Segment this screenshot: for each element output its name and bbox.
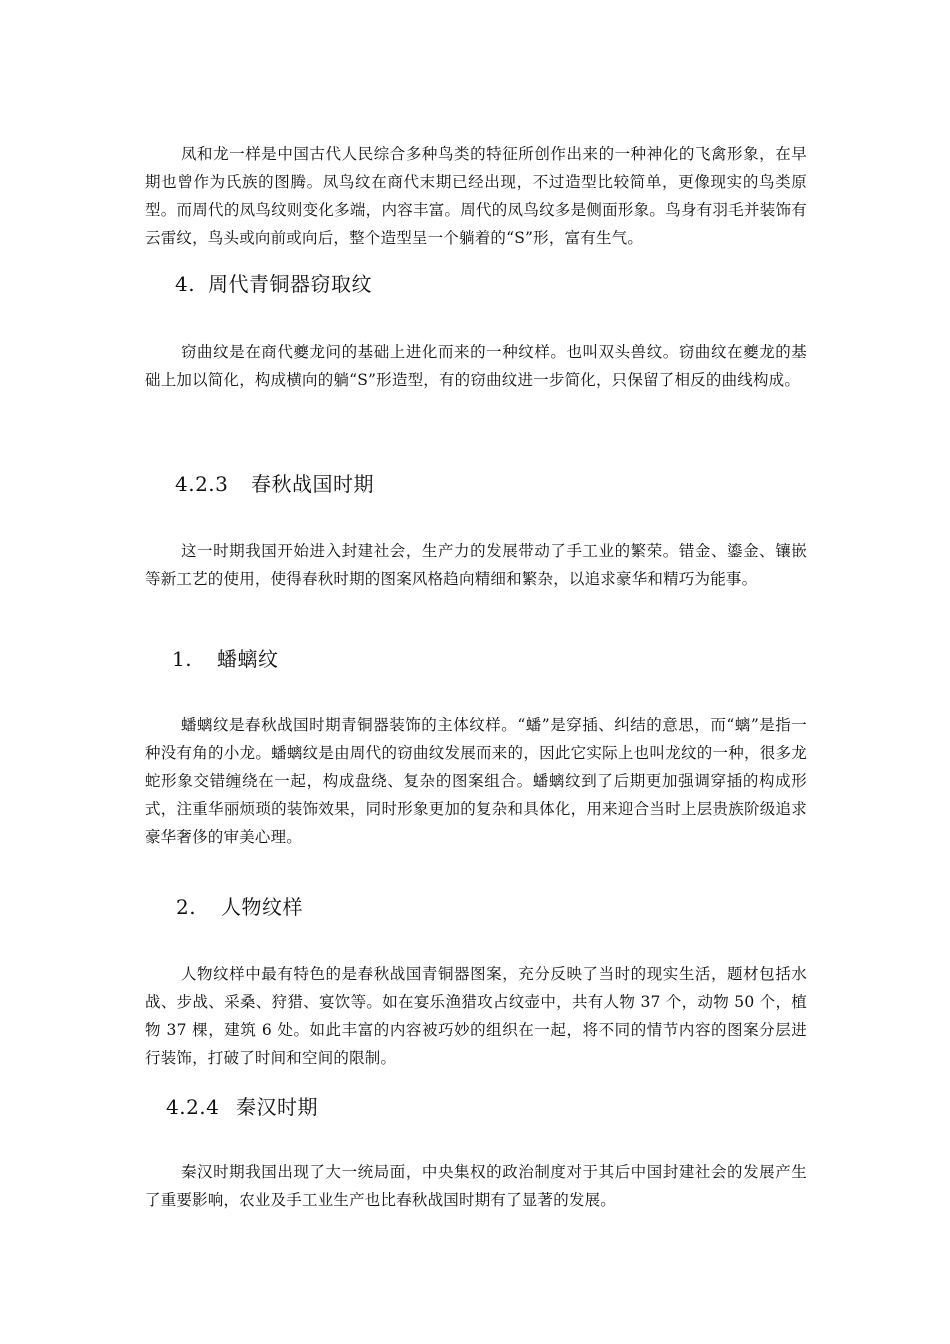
paragraph-figure-pattern: 人物纹样中最有特色的是春秋战国青铜器图案，充分反映了当时的现实生活，题材包括水战、步战、采桑、狩猎、宴饮等。如在宴乐渔猎攻占纹壶中，共有人物 37 个，动物 50 个，植物 37 棵，建筑 6 处。如此丰富的内容被巧妙的组织在一起，将不同的情节内容的图案分层进行装饰，打破了时间和空间的限制。 [145, 965, 807, 1067]
paragraph-spring-autumn-warring-states: 这一时期我国开始进入封建社会，生产力的发展带动了手工业的繁荣。错金、鎏金、镶嵌等新工艺的使用，使得春秋时期的图案风格趋向精细和繁杂，以追求豪华和精巧为能事。 [145, 542, 807, 588]
paragraph-panchi-pattern: 蟠螭纹是春秋战国时期青铜器装饰的主体纹样。“蟠”是穿插、纠结的意思，而“螭”是指一种没有角的小龙。蟠螭纹是由周代的窃曲纹发展而来的，因此它实际上也叫龙纹的一种，很多龙蛇形象交错缠绕在一起，构成盘绕、复杂的图案组合。蟠螭纹到了后期更加强调穿插的构成形式，注重华丽烦琐的装饰效果，同时形象更加的复杂和具体化，用来迎合当时上层贵族阶级追求豪华奢侈的审美心理。 [145, 716, 807, 846]
paragraph-qiequ-pattern: 窃曲纹是在商代夔龙问的基础上进化而来的一种纹样。也叫双头兽纹。窃曲纹在夔龙的基础上加以简化，构成横向的躺“S”形造型，有的窃曲纹进一步简化，只保留了相反的曲线构成。 [145, 343, 807, 389]
heading-spring-autumn-warring-states [175, 470, 374, 498]
heading-title: 周代青铜器窃取纹 [208, 272, 372, 296]
heading-qin-han-period [166, 1093, 318, 1121]
heading-figure-pattern [176, 893, 303, 921]
paragraph-qin-han-period: 秦汉时期我国出现了大一统局面，中央集权的政治制度对于其后中国封建社会的发展产生了重要影响，农业及手工业生产也比春秋战国时期有了显著的发展。 [145, 1163, 807, 1209]
heading-title: 春秋战国时期 [251, 472, 374, 496]
heading-title: 人物纹样 [221, 895, 303, 919]
paragraph-phoenix-pattern: 凤和龙一样是中国古代人民综合多种鸟类的特征所创作出来的一种神化的飞禽形象，在早期也曾作为氏族的图腾。凤鸟纹在商代末期已经出现，不过造型比较简单，更像现实的鸟类原型。而周代的凤鸟纹则变化多端，内容丰富。周代的凤鸟纹多是侧面形象。鸟身有羽毛并装饰有云雷纹，鸟头或向前或向后，整个造型呈一个躺着的“S”形，富有生气。 [145, 145, 807, 247]
heading-qiequ-pattern [175, 270, 372, 298]
heading-number: 4. [175, 272, 196, 296]
heading-panchi-pattern [172, 645, 279, 673]
heading-title: 蟠螭纹 [217, 647, 279, 671]
heading-title: 秦汉时期 [236, 1095, 318, 1119]
heading-number: 4.2.3 [175, 472, 229, 496]
heading-number: 2. [176, 895, 197, 919]
heading-number: 1. [172, 647, 193, 671]
heading-number: 4.2.4 [166, 1095, 220, 1119]
